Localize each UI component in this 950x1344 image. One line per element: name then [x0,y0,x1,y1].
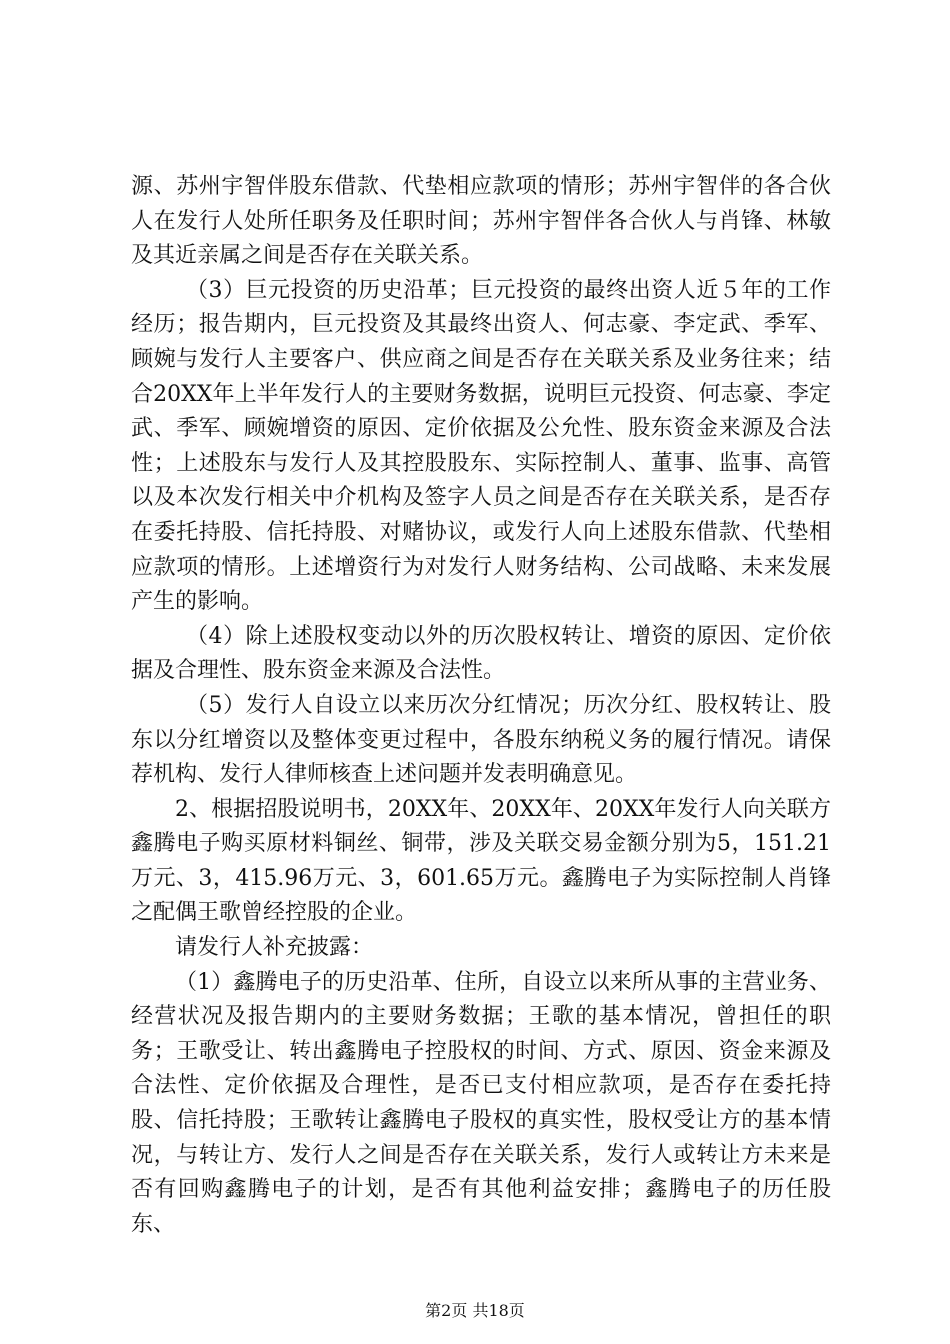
paragraph: （5）发行人自设立以来历次分红情况；历次分红、股权转让、股东以分红增资以及整体变更过程中，各股东纳税义务的履行情况。请保荐机构、发行人律师核查上述问题并发表明确意见。 [131,692,831,788]
paragraph: 请发行人补充披露： [175,935,374,961]
paragraph: （4）除上述股权变动以外的历次股权转让、增资的原因、定价依据及合理性、股东资金来源及合法性。 [131,623,831,684]
paragraph: （1）鑫腾电子的历史沿革、住所，自设立以来所从事的主营业务、经营状况及报告期内的主要财务数据；王歌的基本情况，曾担任的职务；王歌受让、转出鑫腾电子控股权的时间、方式、原因、资金来源及合法性、定价依据及合理性，是否已支付相应款项，是否存在委托持股、信托持股；王歌转让鑫腾电子股权的真实性，股权受让方的基本情况，与转让方、发行人之间是否存在关联关系，发行人或转让方未来是否有回购鑫腾电子的计划，是否有其他利益安排；鑫腾电子的历任股东、 [131,969,831,1237]
paragraph: （3）巨元投资的历史沿革；巨元投资的最终出资人近５年的工作经历；报告期内，巨元投资及其最终出资人、何志豪、李定武、季军、顾婉与发行人主要客户、供应商之间是否存在关联关系及业务往来；结合20XX年上半年发行人的主要财务数据，说明巨元投资、何志豪、李定武、季军、顾婉增资的原因、定价依据及公允性、股东资金来源及合法性；上述股东与发行人及其控股股东、实际控制人、董事、监事、高管以及本次发行相关中介机构及签字人员之间是否存在关联关系，是否存在委托持股、信托持股、对赌协议，或发行人向上述股东借款、代垫相应款项的情形。上述增资行为对发行人财务结构、公司战略、未来发展产生的影响。 [131,277,831,615]
paragraph: 源、苏州宇智伴股东借款、代垫相应款项的情形；苏州宇智伴的各合伙人在发行人处所任职务及任职时间；苏州宇智伴各合伙人与肖锋、林敏及其近亲属之间是否存在关联关系。 [131,174,831,269]
document-body [131,170,831,1242]
paragraph: 2、根据招股说明书，20XX年、20XX年、20XX年发行人向关联方鑫腾电子购买原材料铜丝、铜带，涉及关联交易金额分别为5，151.21万元、3，415.96万元、3，601.65万元。鑫腾电子为实际控制人肖锋之配偶王歌曾经控股的企业。 [131,796,831,926]
page-footer [0,1301,950,1321]
page-number-label: 第2页 共18页 [425,1301,525,1320]
